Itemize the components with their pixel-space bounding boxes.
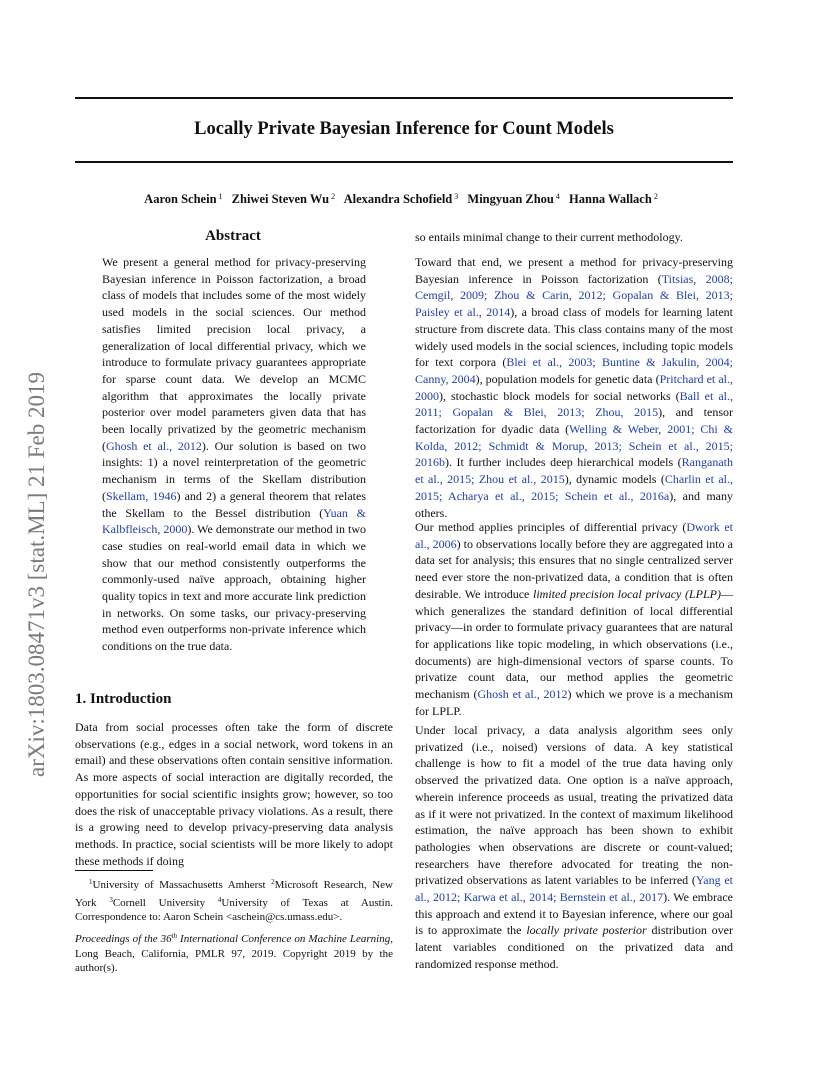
title-rule-bottom — [75, 161, 733, 163]
citation-link[interactable]: Charlin et al., 2015; Acharya et al., 2015; Schein et al., 2016a — [415, 472, 733, 503]
author-name: Alexandra Schofield — [343, 192, 453, 206]
text-run: Under local privacy, a data analysis algorithm sees only privatized (i.e., noised) versions of data. A key statistical challenge is how to fit a model of the true data having only observed the privatized data. One option is a naïve approach, wherein inference proceeds as usual, treating the privatized data as if it were not privatized. In the context of maximum likelihood estimation, the naïve approach has been shown to exhibit pathologies when observations are discrete or count-valued; researchers have therefore advocated for treating the non-privatized observations as latent variables to be inferred ( — [415, 723, 733, 888]
text-run: ) which we prove is a mechanism for LPLP. — [415, 687, 733, 718]
citation-link[interactable]: Yuan & Kalbfleisch, 2000 — [102, 505, 366, 537]
author-affiliation: 3 — [454, 192, 459, 201]
intro-paragraph: Data from social processes often take the form of discrete observations (e.g., edges in a social network, word tokens in an email) and these observations often contain sensitive information. As more aspects of social interaction are digitally recorded, the opportunities for social scientific insights grow; however, so too does the risk of unacceptable privacy violations. As a result, there is a growing need to develop privacy-preserving data analysis methods. In practice, social scientists will be more likely to adopt these methods if doing — [75, 720, 393, 868]
section-heading-introduction: 1. Introduction — [75, 691, 172, 707]
citation-link[interactable]: Yang et al., 2012; Karwa et al., 2014; Bernstein et al., 2017 — [415, 873, 733, 905]
text-run: International Conference on Machine Learning — [177, 933, 391, 945]
title-rule-top — [75, 97, 733, 99]
citation-link[interactable]: Dwork et al., 2006 — [415, 520, 733, 551]
author-name: Zhiwei Steven Wu — [231, 192, 330, 206]
ordinal-suffix: th — [171, 932, 178, 940]
text-run: We present a general method for privacy-preserving Bayesian inference in Poisson factorization, a broad class of models that includes some of the most widely used models in the social sciences. Our method satisfies limited precision local privacy, a generalization of local differential privacy, which we introduce to formulate privacy guarantees appropriate for sparse count data. We develop an MCMC algorithm that approximates the locally private posterior over model parameters given data that has been locally privatized by the geometric mechanism ( — [102, 255, 366, 453]
author-affiliation: 4 — [555, 192, 560, 201]
author-list — [75, 192, 733, 207]
text-run: ). We demonstrate our method in two case studies on real-world email data in which we show that our method consistently outperforms the commonly-used naïve approach, obtaining higher quality topics in text and more accurate link prediction in networks. On some tasks, our privacy-preserving method even outperforms non-private inference which conditions on the true data. — [102, 522, 367, 654]
text-run: ) and 2) a general theorem that relates the Skellam to the Bessel distribution ( — [102, 488, 367, 520]
footnote-mark: 2 — [271, 878, 275, 886]
text-run: —which generalizes the standard definition of local differential privacy—in order to formulate privacy guarantees that are natural for applications like topic modeling, in which observations (i.e., documents) are high-dimensional vectors of sparse counts. To privatize count data, our method applies the geometric mechanism ( — [415, 586, 733, 702]
citation-link[interactable]: Welling & Weber, 2001; Chi & Kolda, 2012; Schmidt & Morup, 2013; Schein et al., 2015; 2016b — [415, 422, 733, 470]
citation-link[interactable]: Skellam, 1946 — [106, 488, 177, 503]
text-run: ), a broad class of models for learning latent structure from discrete data. This class contains many of the most widely used models in the social sciences, including topic models for text corpora ( — [415, 305, 734, 370]
text-run: ), population models for genetic data ( — [475, 371, 660, 386]
author-affiliation: 2 — [653, 192, 658, 201]
text-run: ). It further includes deep hierarchical models ( — [445, 455, 682, 470]
citation-link[interactable]: Ball et al., 2011; Gopalan & Blei, 2013; Zhou, 2015 — [415, 388, 733, 420]
text-run: , Long Beach, California, PMLR 97, 2019. Copyright 2019 by the author(s). — [75, 933, 393, 974]
author-affiliation: 1 — [218, 192, 223, 201]
text-run: Our method applies principles of differential privacy ( — [415, 520, 687, 534]
proceedings-note — [75, 929, 393, 976]
citation-link[interactable]: Ranganath et al., 2015; Zhou et al., 2015 — [415, 455, 733, 487]
intro-paragraph — [415, 722, 733, 973]
footnote-mark: 4 — [217, 895, 222, 904]
affiliation-footnote — [75, 875, 393, 925]
text-run: distribution over latent variables conditioned on the privatized data and randomized response method. — [415, 923, 733, 971]
text-run: Toward that end, we present a method for privacy-preserving Bayesian inference in Poisson factorization ( — [415, 255, 733, 286]
text-run: Proceedings of the 36 — [75, 933, 172, 945]
emphasized-term: limited precision local privacy (LPLP) — [532, 586, 721, 601]
author-affiliation: 2 — [331, 192, 336, 201]
author-name: Hanna Wallach — [569, 192, 652, 206]
emphasized-term: locally private posterior — [526, 923, 647, 938]
abstract-text — [102, 254, 366, 655]
text-run: ) to observations locally before they are aggregated into a data set for analysis; this ensures that no single centralized server need ever store the non-privatized data, a condition that is often desirable. We introduce — [415, 536, 733, 601]
text-run: University of Texas at Austin. Correspondence to: Aaron Schein <aschein@cs.umass.edu>. — [75, 896, 393, 923]
text-run: ), and many others. — [415, 488, 733, 520]
intro-paragraph — [415, 519, 733, 719]
citation-link[interactable]: Ghosh et al., 2012 — [106, 438, 202, 453]
paper-title: Locally Private Bayesian Inference for Count Models — [194, 119, 614, 139]
citation-link[interactable]: Pritchard et al., 2000 — [415, 371, 733, 403]
footnote-mark: 1 — [89, 878, 93, 886]
text-run: ), dynamic models ( — [564, 472, 665, 487]
abstract-heading: Abstract — [205, 228, 261, 244]
footnote-rule — [75, 870, 153, 871]
text-run: ), stochastic block models for social networks ( — [439, 388, 680, 403]
intro-paragraph-continued: so entails minimal change to their current methodology. — [415, 230, 683, 244]
text-run: ), and tensor factorization for dyadic data ( — [415, 405, 733, 437]
citation-link[interactable]: Titsias, 2008; Cemgil, 2009; Zhou & Carin, 2012; Gopalan & Blei, 2013; Paisley et al., 2014 — [415, 271, 733, 320]
author-name: Mingyuan Zhou — [467, 192, 554, 206]
footnote-mark: 3 — [109, 895, 113, 904]
arxiv-identifier-stamp: arXiv:1803.08471v3 [stat.ML] 21 Feb 2019 — [24, 371, 49, 777]
text-run: Cornell University — [112, 896, 218, 909]
citation-link[interactable]: Ghosh et al., 2012 — [477, 687, 568, 702]
text-run: ). Our solution is based on two insights: 1) a novel reinterpretation of the geometric mechanism in terms of the Skellam distribution ( — [102, 438, 367, 503]
author-name: Aaron Schein — [144, 192, 217, 206]
text-run: Microsoft Research, New York — [75, 879, 393, 909]
intro-paragraph — [415, 254, 733, 521]
citation-link[interactable]: Blei et al., 2003; Buntine & Jakulin, 2004; Canny, 2004 — [415, 355, 733, 386]
text-run: University of Massachusetts Amherst — [92, 879, 272, 891]
text-run: ). We embrace this approach and extend it to Bayesian inference, where our goal is to approximate the — [415, 890, 733, 938]
